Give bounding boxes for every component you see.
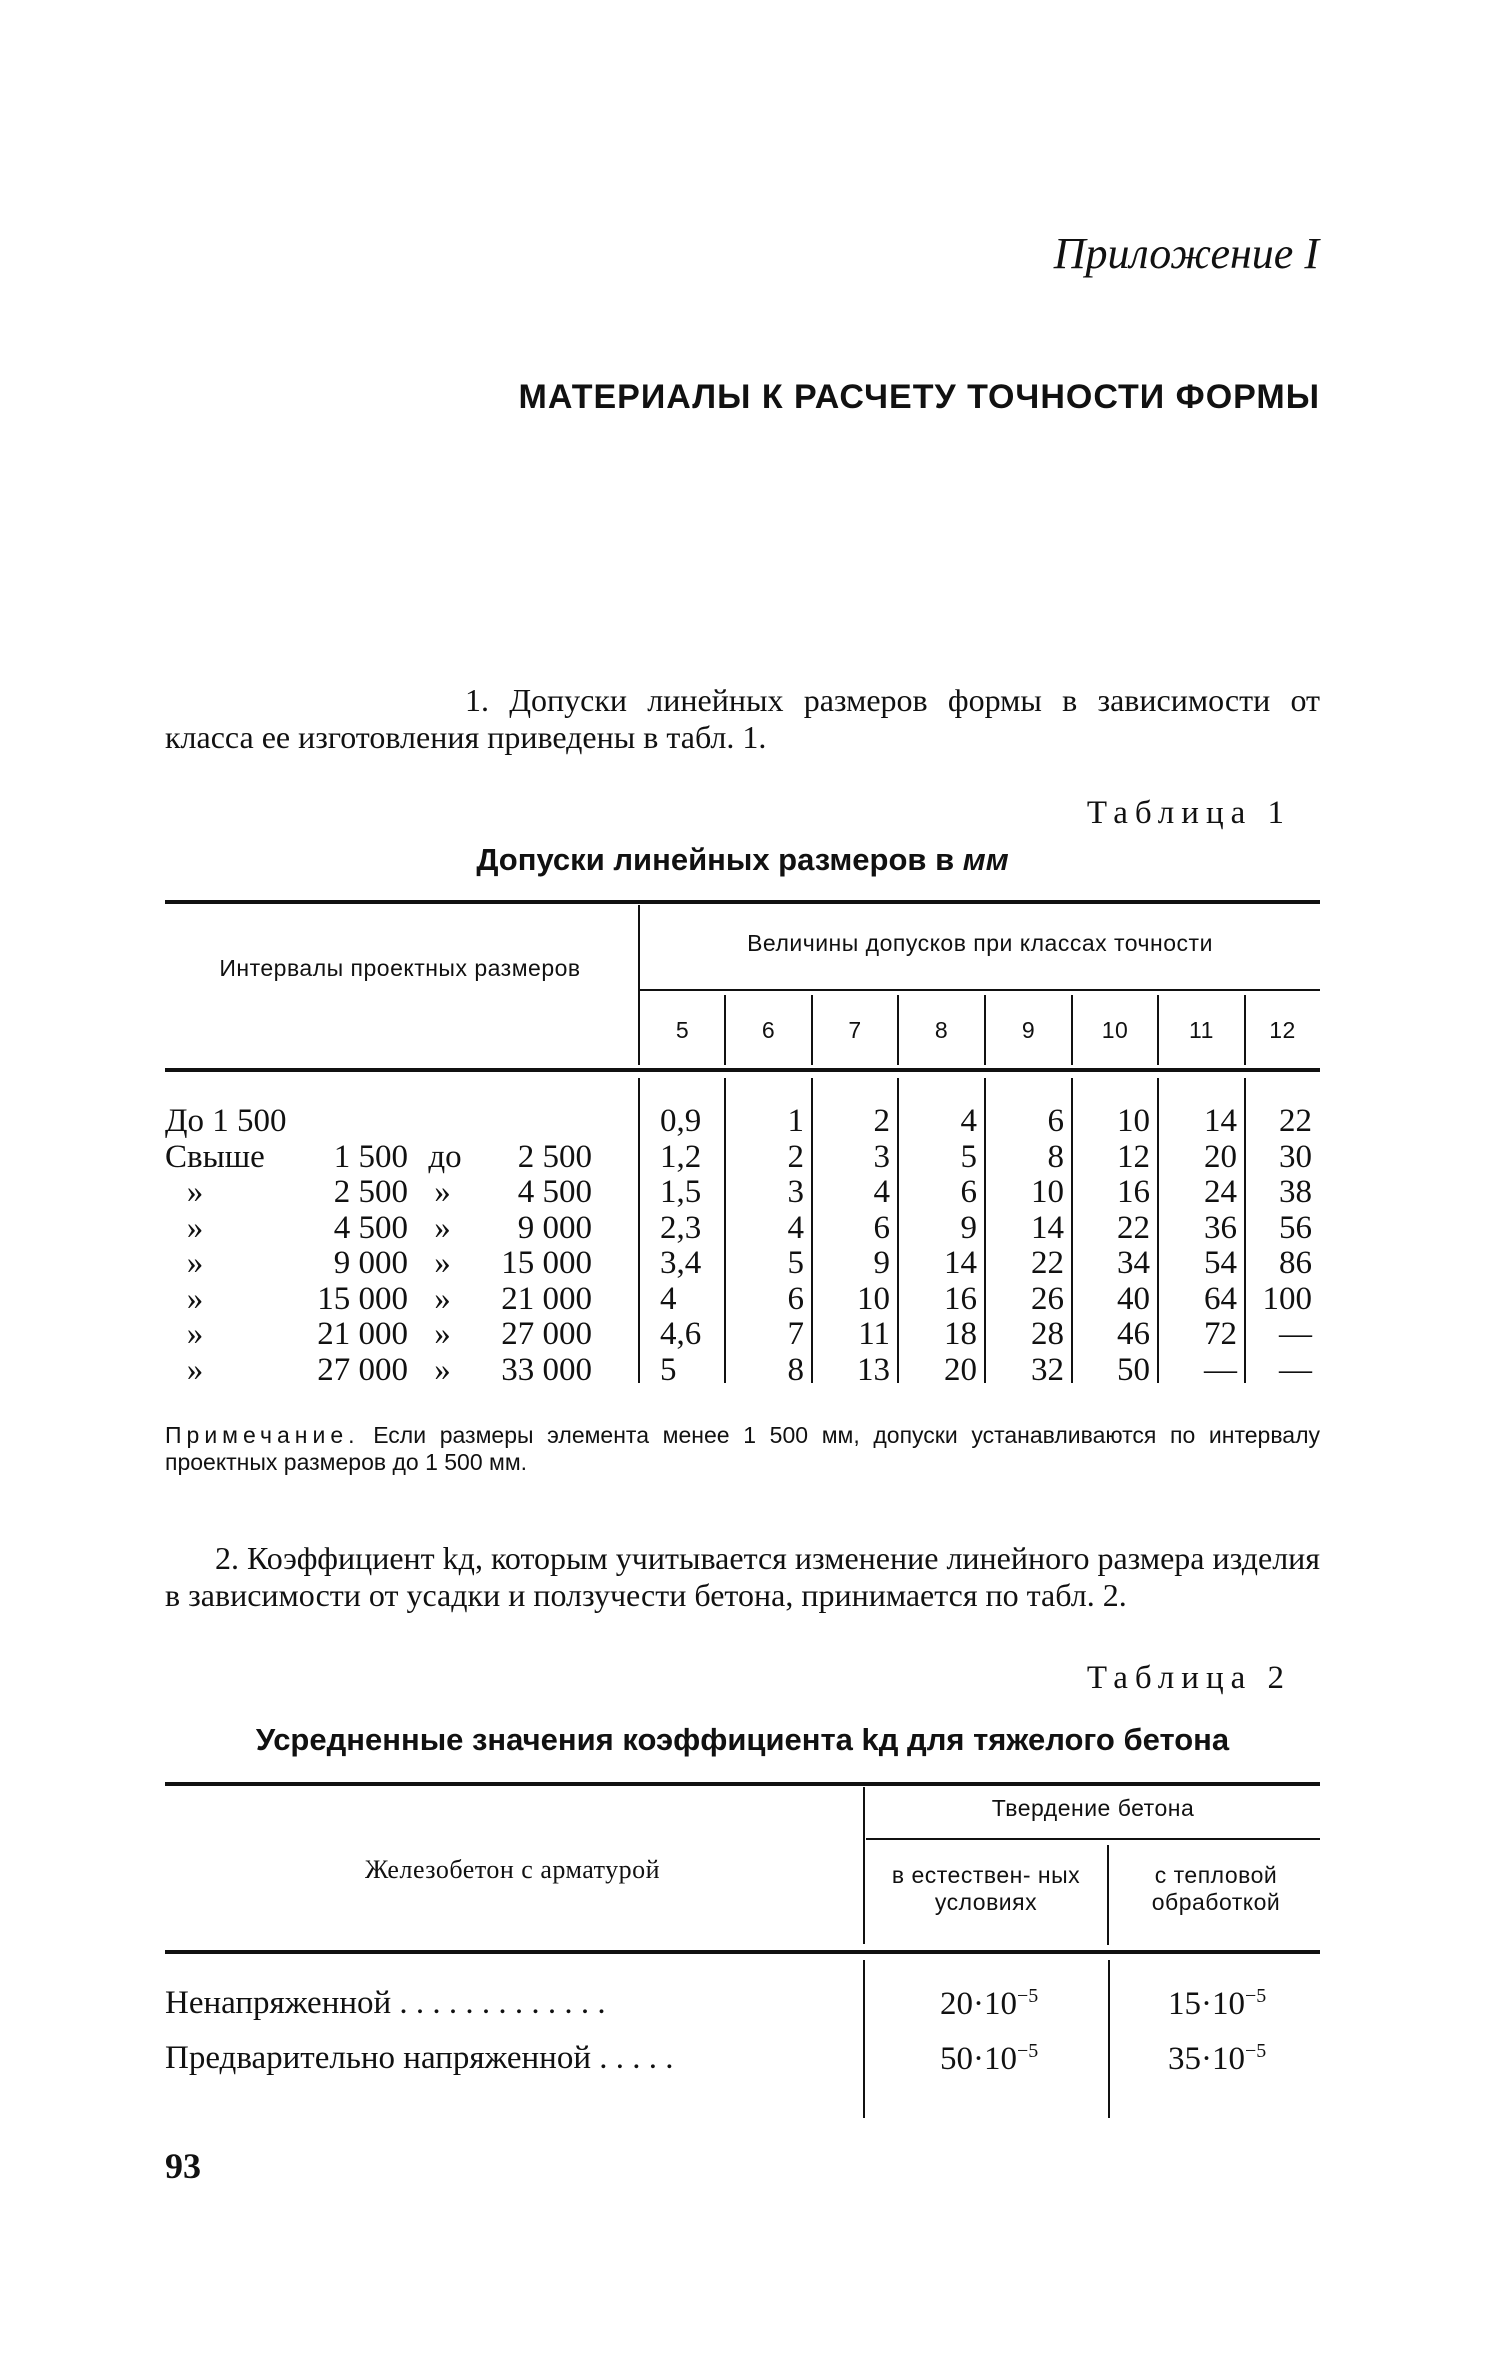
natural-value <box>940 2040 1038 2078</box>
tolerance-value: 13 <box>857 1351 890 1388</box>
tolerance-value: 32 <box>1031 1351 1064 1388</box>
tolerance-value: 20 <box>1204 1138 1237 1175</box>
tolerance-value: 54 <box>1204 1245 1237 1281</box>
heat-value <box>1168 2040 1266 2078</box>
interval-sep: » <box>434 1174 451 1210</box>
interval-prefix: До 1 500 <box>165 1103 287 1139</box>
tolerance-value: 6 <box>873 1209 890 1246</box>
table2-header-heat: с тепловой обработкой <box>1151 1862 1281 1915</box>
table2-caption: Усредненные значения коэффициента kд для тяжелого бетона <box>255 1722 1230 1757</box>
tolerance-value: 36 <box>1204 1209 1237 1246</box>
tolerance-value: 50 <box>1117 1351 1150 1388</box>
tolerance-value: 5 <box>960 1138 977 1175</box>
interval-prefix: » <box>186 1245 204 1281</box>
interval-prefix: » <box>186 1174 204 1210</box>
tolerance-value: 14 <box>1204 1103 1237 1139</box>
tolerance-value: 4 <box>660 1280 677 1317</box>
tolerance-value: 4,6 <box>660 1316 702 1352</box>
tolerance-value: 3 <box>873 1138 890 1175</box>
interval-sep: » <box>434 1280 451 1317</box>
class-header: 10 <box>1101 1017 1129 1043</box>
tolerance-value: 22 <box>1279 1103 1312 1139</box>
tolerance-value: 72 <box>1204 1316 1237 1352</box>
note-label: Примечание. <box>165 1422 360 1448</box>
class-header: 11 <box>1189 1017 1214 1043</box>
class-header: 6 <box>761 1017 776 1043</box>
tolerance-value: 100 <box>1262 1280 1312 1317</box>
tolerance-value: 10 <box>1117 1103 1150 1139</box>
interval-sep: » <box>434 1316 451 1352</box>
tolerance-value: 4 <box>960 1103 977 1139</box>
value-base: 20·10 <box>940 1986 1017 2022</box>
interval-to: 15 000 <box>501 1245 592 1281</box>
interval-from: 21 000 <box>317 1316 408 1352</box>
tolerance-value: 11 <box>858 1316 890 1352</box>
tolerance-value: — <box>1204 1351 1237 1388</box>
value-base: 15·10 <box>1168 1986 1245 2022</box>
tolerance-value: 28 <box>1031 1316 1064 1352</box>
class-header: 9 <box>1021 1017 1036 1043</box>
interval-sep: » <box>434 1245 451 1281</box>
interval-prefix: Свыше <box>165 1138 265 1175</box>
tolerance-value: 64 <box>1204 1280 1237 1317</box>
interval-sep: до <box>428 1138 462 1175</box>
tolerance-value: 1,2 <box>660 1138 702 1175</box>
page-number: 93 <box>165 2146 201 2186</box>
tolerance-value: 6 <box>787 1280 804 1317</box>
table1-header-tolerances: Величины допусков при классах точности <box>747 930 1213 956</box>
table1-caption <box>165 842 1320 878</box>
value-exponent: −5 <box>1245 1985 1267 2007</box>
tolerance-value: 16 <box>1117 1174 1150 1210</box>
tolerance-value: 3 <box>787 1174 804 1210</box>
tolerance-value: 34 <box>1117 1245 1150 1281</box>
tolerance-value: 5 <box>660 1351 677 1388</box>
interval-to: 2 500 <box>517 1138 592 1175</box>
table1-note <box>165 1422 1320 1476</box>
interval-from: 2 500 <box>333 1174 408 1210</box>
tolerance-value: 22 <box>1031 1245 1064 1281</box>
interval-from: 4 500 <box>333 1209 408 1246</box>
rc-type: Предварительно напряженной . . . . . <box>165 2040 674 2076</box>
interval-from: 27 000 <box>317 1351 408 1388</box>
interval-to: 27 000 <box>501 1316 592 1352</box>
class-header: 7 <box>848 1017 862 1043</box>
tolerance-value: 16 <box>944 1280 977 1317</box>
tolerance-value: 6 <box>960 1174 977 1210</box>
table1-caption-text: Допуски линейных размеров в <box>476 842 955 877</box>
tolerance-value: 2,3 <box>660 1209 702 1246</box>
value-exponent: −5 <box>1017 2040 1039 2062</box>
class-header: 5 <box>675 1017 690 1043</box>
tolerance-value: 1 <box>787 1103 804 1139</box>
natural-value <box>940 1985 1038 2023</box>
tolerance-value: 86 <box>1279 1245 1312 1281</box>
interval-from: 9 000 <box>333 1245 408 1281</box>
tolerance-value: 14 <box>1031 1209 1064 1246</box>
tolerance-value: 40 <box>1117 1280 1150 1317</box>
tolerance-value: 5 <box>787 1245 804 1281</box>
tolerance-value: 20 <box>944 1351 977 1388</box>
interval-prefix: » <box>186 1351 204 1388</box>
interval-to: 33 000 <box>501 1351 592 1388</box>
value-base: 35·10 <box>1168 2041 1245 2077</box>
value-exponent: −5 <box>1017 1985 1039 2007</box>
interval-prefix: » <box>186 1209 204 1246</box>
tolerance-value: 7 <box>787 1316 804 1352</box>
section-heading: МАТЕРИАЛЫ К РАСЧЕТУ ТОЧНОСТИ ФОРМЫ <box>518 378 1320 416</box>
interval-sep: » <box>434 1351 451 1388</box>
interval-to: 9 000 <box>517 1209 592 1246</box>
tolerance-value: 26 <box>1031 1280 1064 1317</box>
tolerance-value: 4 <box>873 1174 890 1210</box>
paragraph-2: 2. Коэффициент kд, которым учитывается изменение линейного размера изделия в зависимости от усадки и ползучести бетона, принимается по табл. 2. <box>165 1540 1320 1613</box>
interval-to: 4 500 <box>517 1174 592 1210</box>
heat-value <box>1168 1985 1266 2023</box>
tolerance-value: 9 <box>960 1209 977 1246</box>
tolerance-value: 12 <box>1117 1138 1150 1175</box>
tolerance-value: 56 <box>1279 1209 1312 1246</box>
tolerance-value: 2 <box>873 1103 890 1139</box>
tolerance-value: 8 <box>787 1351 804 1388</box>
tolerance-value: 2 <box>787 1138 804 1175</box>
class-header: 8 <box>934 1017 949 1043</box>
table2-header-hardening: Твердение бетона <box>991 1795 1195 1821</box>
tolerance-value: 18 <box>944 1316 977 1352</box>
table2-header-rc: Железобетон с арматурой <box>364 1855 661 1884</box>
interval-from: 15 000 <box>317 1280 408 1317</box>
tolerance-value: — <box>1279 1351 1312 1388</box>
tolerance-value: 10 <box>1031 1174 1064 1210</box>
tolerance-value: 38 <box>1279 1174 1312 1210</box>
tolerance-value: 24 <box>1204 1174 1237 1210</box>
paragraph-1: 1. Допуски линейных размеров формы в зависимости от класса ее изготовления приведены в табл. 1. <box>165 682 1320 755</box>
tolerance-value: 9 <box>873 1245 890 1281</box>
note-text: Если размеры элемента менее 1 500 мм, допуски устанавливаются по интервалу проектных размеров до 1 500 мм. <box>165 1422 1320 1475</box>
tolerance-value: 1,5 <box>660 1174 702 1210</box>
tolerance-value: 4 <box>787 1209 804 1246</box>
interval-prefix: » <box>186 1280 204 1317</box>
tolerance-value: 8 <box>1047 1138 1064 1175</box>
table1-header-intervals: Интервалы проектных размеров <box>219 955 581 981</box>
tolerance-value: 0,9 <box>660 1103 702 1139</box>
interval-to: 21 000 <box>501 1280 592 1317</box>
tolerance-value: 14 <box>944 1245 977 1281</box>
value-exponent: −5 <box>1245 2040 1267 2062</box>
interval-from: 1 500 <box>333 1138 408 1175</box>
tolerance-value: 3,4 <box>660 1245 702 1281</box>
table1-caption-unit: мм <box>962 842 1009 877</box>
value-base: 50·10 <box>940 2041 1017 2077</box>
interval-sep: » <box>434 1209 451 1246</box>
tolerance-value: — <box>1279 1316 1312 1352</box>
table1-label: Таблица 1 <box>1086 795 1291 831</box>
table2-header-natural: в естествен- ных условиях <box>891 1862 1081 1915</box>
tolerance-value: 6 <box>1047 1103 1064 1139</box>
interval-prefix: » <box>186 1316 204 1352</box>
appendix-label: Приложение I <box>1053 229 1319 278</box>
tolerance-value: 22 <box>1117 1209 1150 1246</box>
tolerance-value: 46 <box>1117 1316 1150 1352</box>
rc-type: Ненапряженной . . . . . . . . . . . . . <box>165 1985 606 2021</box>
tolerance-value: 30 <box>1279 1138 1312 1175</box>
table2-label: Таблица 2 <box>1086 1660 1291 1696</box>
class-header: 12 <box>1269 1017 1296 1043</box>
tolerance-value: 10 <box>857 1280 890 1317</box>
